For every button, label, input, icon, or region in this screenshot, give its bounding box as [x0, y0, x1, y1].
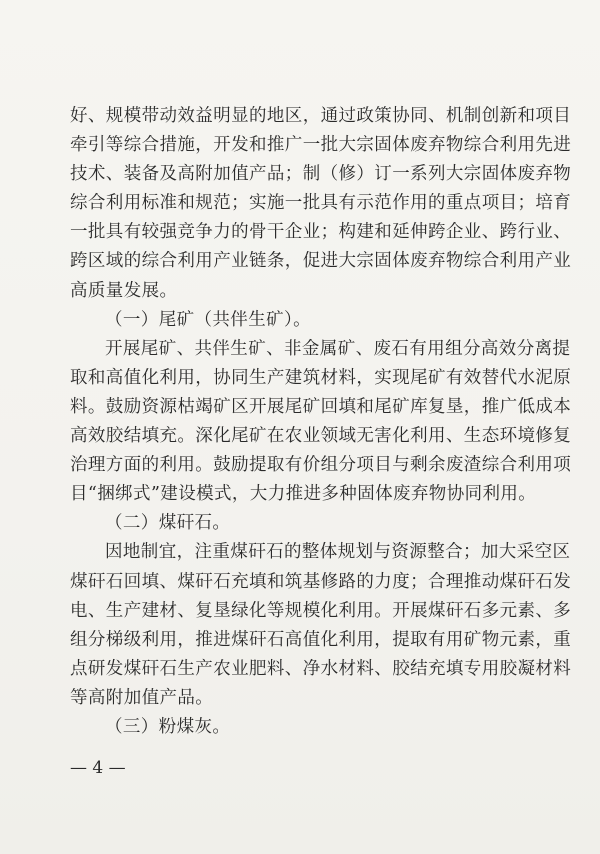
body-text-line: 开展尾矿、共伴生矿、非金属矿、废石有用组分高效分离提	[105, 339, 571, 359]
body-text-line: 因地制宜，注重煤矸石的整体规划与资源整合；加大采空区	[105, 542, 571, 562]
body-text-line: 取和高值化利用，协同生产建筑材料，实现尾矿有效替代水泥原	[70, 368, 572, 388]
section-heading: （一）尾矿（共伴生矿）。	[105, 310, 312, 330]
body-text-line: 组分梯级利用，推进煤矸石高值化利用，提取有用矿物元素，重	[70, 630, 572, 650]
body-text-line: 一批具有较强竞争力的骨干企业；构建和延伸跨企业、跨行业、	[70, 222, 572, 242]
body-text-line: 牵引等综合措施，开发和推广一批大宗固体废弃物综合利用先进	[70, 135, 572, 155]
body-text-line: 煤矸石回填、煤矸石充填和筑基修路的力度；合理推动煤矸石发	[70, 572, 572, 592]
body-text-line: 高效胶结填充。深化尾矿在农业领域无害化利用、生态环境修复	[70, 426, 572, 446]
body-text-line: 治理方面的利用。鼓励提取有价组分项目与剩余废渣综合利用项	[70, 455, 572, 475]
page-number: — 4 —	[70, 758, 126, 778]
section-heading: （三）粉煤灰。	[105, 717, 231, 737]
body-text-line: 好、规模带动效益明显的地区，通过政策协同、机制创新和项目	[70, 106, 572, 126]
body-text-line: 料。鼓励资源枯竭矿区开展尾矿回填和尾矿库复垦，推广低成本	[70, 397, 572, 417]
body-text-line: 技术、装备及高附加值产品；制（修）订一系列大宗固体废弃物	[70, 164, 572, 184]
body-text-line: 目“捆绑式”建设模式，大力推进多种固体废弃物协同利用。	[70, 484, 537, 504]
body-text-line: 电、生产建材、复垦绿化等规模化利用。开展煤矸石多元素、多	[70, 601, 572, 621]
body-text-line: 等高附加值产品。	[70, 688, 214, 708]
body-text-line: 点研发煤矸石生产农业肥料、净水材料、胶结充填专用胶凝材料	[70, 659, 572, 679]
body-text-line: 高质量发展。	[70, 281, 178, 301]
body-text-line: 跨区域的综合利用产业链条，促进大宗固体废弃物综合利用产业	[70, 251, 572, 271]
body-text-line: 综合利用标准和规范；实施一批具有示范作用的重点项目；培育	[70, 193, 572, 213]
section-heading: （二）煤矸石。	[105, 513, 231, 533]
